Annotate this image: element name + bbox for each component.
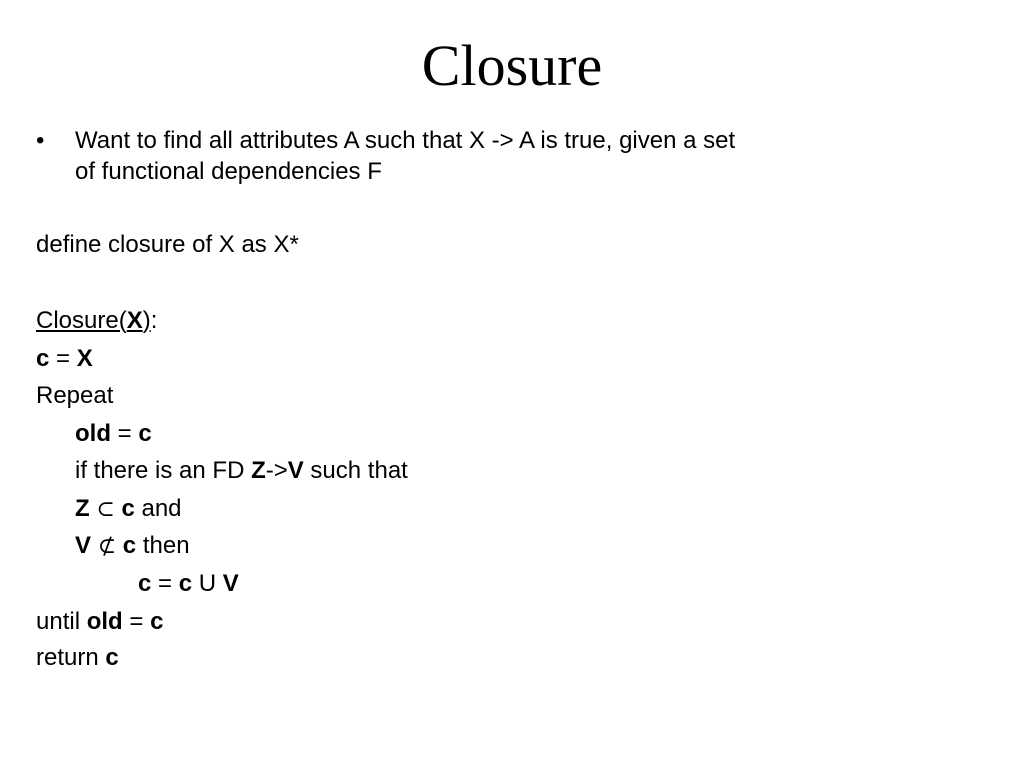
var-c: c bbox=[121, 495, 135, 522]
if-text: if there is an FD bbox=[75, 457, 252, 484]
algorithm-if-line bbox=[75, 456, 408, 486]
slide-title: Closure bbox=[421, 33, 603, 98]
bullet-text-line-1: Want to find all attributes A such that X -> A is true, given a set bbox=[75, 127, 736, 154]
var-c: c bbox=[178, 570, 193, 597]
such-that-text: such that bbox=[303, 457, 408, 484]
var-c: c bbox=[150, 608, 164, 635]
union-text: U bbox=[192, 570, 223, 597]
header-colon: : bbox=[150, 307, 158, 334]
var-z: Z bbox=[251, 457, 266, 484]
define-closure-line: define closure of X as X* bbox=[36, 231, 299, 258]
var-v: V bbox=[287, 457, 304, 484]
var-x: X bbox=[76, 345, 93, 372]
algorithm-update-line bbox=[138, 569, 239, 599]
algorithm-condition-2 bbox=[75, 531, 190, 562]
return-text: return bbox=[36, 644, 106, 671]
algorithm-repeat-line: Repeat bbox=[36, 382, 114, 409]
subset-symbol: ⊂ bbox=[96, 497, 115, 522]
algorithm-init-line bbox=[36, 344, 93, 374]
var-c: c bbox=[36, 345, 50, 372]
var-c: c bbox=[122, 532, 137, 559]
var-v: V bbox=[75, 532, 92, 559]
until-text: until bbox=[36, 608, 87, 635]
algorithm-condition-1 bbox=[75, 494, 182, 525]
not-subset-symbol: ⊄ bbox=[97, 534, 117, 559]
algorithm-header bbox=[36, 306, 157, 336]
algorithm-header-name bbox=[36, 307, 151, 334]
var-old: old bbox=[75, 420, 111, 447]
algorithm-old-line bbox=[75, 419, 152, 449]
bullet-text bbox=[75, 125, 895, 187]
var-old: old bbox=[86, 608, 123, 635]
and-text: and bbox=[134, 495, 182, 522]
var-c: c bbox=[138, 570, 152, 597]
bullet-marker: • bbox=[36, 127, 45, 154]
header-close: ) bbox=[142, 307, 151, 334]
algorithm-until-line bbox=[36, 607, 163, 637]
var-z: Z bbox=[75, 495, 90, 522]
arrow-text: -> bbox=[265, 457, 288, 484]
equals: = bbox=[151, 570, 179, 597]
then-text: then bbox=[136, 532, 190, 559]
equals: = bbox=[122, 608, 151, 635]
var-c: c bbox=[138, 420, 152, 447]
header-param: X bbox=[126, 307, 143, 334]
algorithm-return-line bbox=[36, 643, 119, 673]
bullet-text-line-2: of functional dependencies F bbox=[75, 158, 382, 185]
var-c: c bbox=[105, 644, 119, 671]
header-name-text: Closure( bbox=[36, 307, 127, 334]
equals: = bbox=[111, 420, 139, 447]
var-v: V bbox=[222, 570, 239, 597]
equals: = bbox=[49, 345, 77, 372]
